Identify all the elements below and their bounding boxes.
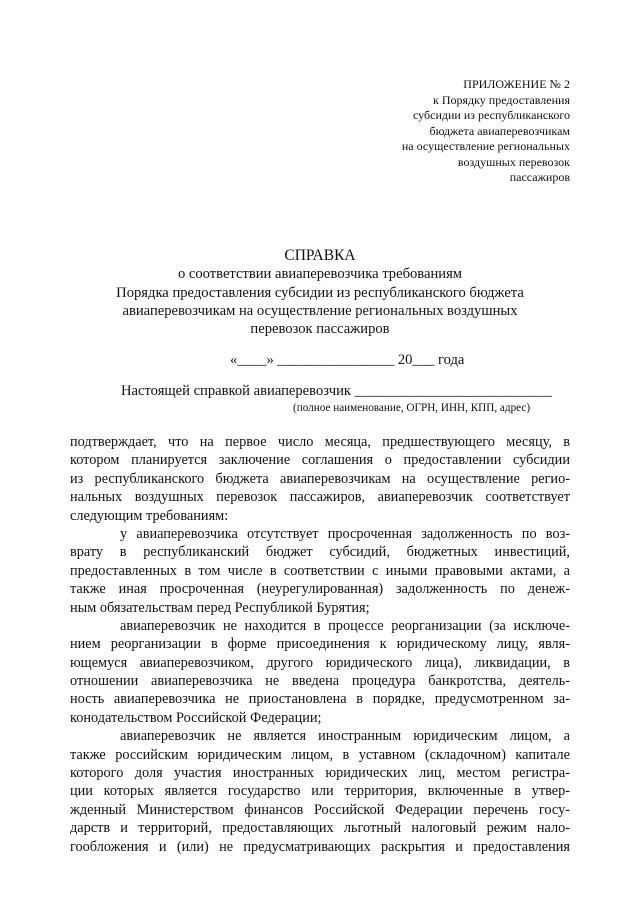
body-text [70, 433, 570, 856]
date-field: «____» ________________ 20___ года [230, 352, 465, 368]
body-line: ность авиаперевозчика не приостановлена в порядке, предусмотренном за- [70, 691, 570, 708]
carrier-name-hint: (полное наименование, ОГРН, ИНН, КПП, адрес) [293, 402, 531, 414]
body-line: также российским юридическим лицом, в уставном (складочном) капитале [70, 746, 570, 763]
document-title [70, 247, 570, 338]
appendix-line: пассажиров [509, 170, 570, 184]
page-title: СПРАВКА [284, 247, 356, 264]
body-line: предоставленных в том числе в соответствии с иными правовыми актами, а [70, 562, 570, 579]
body-line: конодательством Российской Федерации; [70, 709, 322, 726]
appendix-header [310, 77, 570, 186]
body-line: также иная просроченная (неурегулированная) задолженность по денеж- [70, 581, 570, 598]
body-line: ным обязательствам перед Республикой Бурятия; [70, 599, 370, 616]
appendix-line: к Порядку предоставления [432, 92, 570, 107]
appendix-line: на осуществление региональных [401, 139, 570, 153]
appendix-line: ПРИЛОЖЕНИЕ № 2 [463, 77, 570, 91]
body-line: авиаперевозчик не находится в процессе реорганизации (за исключе- [120, 617, 570, 634]
body-line: авиаперевозчик не является иностранным юридическим лицом, а [120, 728, 570, 745]
body-line: которого доля участия иностранных юридических лиц, местом регистра- [70, 765, 570, 782]
appendix-line: субсидии из республиканского [413, 108, 570, 122]
body-line: следующим требованиям: [70, 507, 229, 524]
body-line: нальных воздушных перевозок пассажиров, авиаперевозчик соответствует [70, 489, 570, 506]
body-line: из республиканского бюджета авиаперевозчикам на осуществление регио- [70, 470, 570, 487]
appendix-line: воздушных перевозок [457, 154, 570, 169]
body-line: отношении авиаперевозчика не введена процедура банкротства, деятель- [70, 673, 570, 690]
body-line: врату в республиканский бюджет субсидий, бюджетных инвестиций, [70, 544, 570, 561]
body-line: у авиаперевозчика отсутствует просроченная задолженность по воз- [120, 525, 570, 542]
body-line: ющемуся авиаперевозчиком, другого юридического лица), ликвидации, в [70, 654, 570, 671]
body-line: нием реорганизации в форме присоединения к юридическому лицу, явля- [70, 636, 570, 653]
body-line: подтверждает, что на первое число месяца, предшествующего месяцу, в [70, 434, 570, 450]
body-line: жденный Министерством финансов Российской Федерации перечень госу- [70, 801, 570, 818]
body-line: котором планируется заключение соглашения о предоставлении субсидии [70, 452, 570, 469]
body-line: дарств и территорий, предоставляющих льготный налоговый режим нало- [70, 820, 570, 837]
body-line: ции которых является государство или территория, включенные в утвер- [70, 783, 570, 800]
body-line: гообложения и (или) не предусматривающих раскрытия и предоставления [70, 838, 570, 855]
carrier-name-field: Настоящей справкой авиаперевозчик ___________________________ [121, 383, 552, 399]
title-line: о соответствии авиаперевозчика требованиям [177, 266, 463, 283]
title-line: авиаперевозчикам на осуществление региональных воздушных [122, 302, 518, 319]
appendix-line: бюджета авиаперевозчикам [429, 123, 570, 138]
title-line: Порядка предоставления субсидии из республиканского бюджета [116, 284, 524, 301]
title-line: перевозок пассажиров [250, 321, 390, 338]
